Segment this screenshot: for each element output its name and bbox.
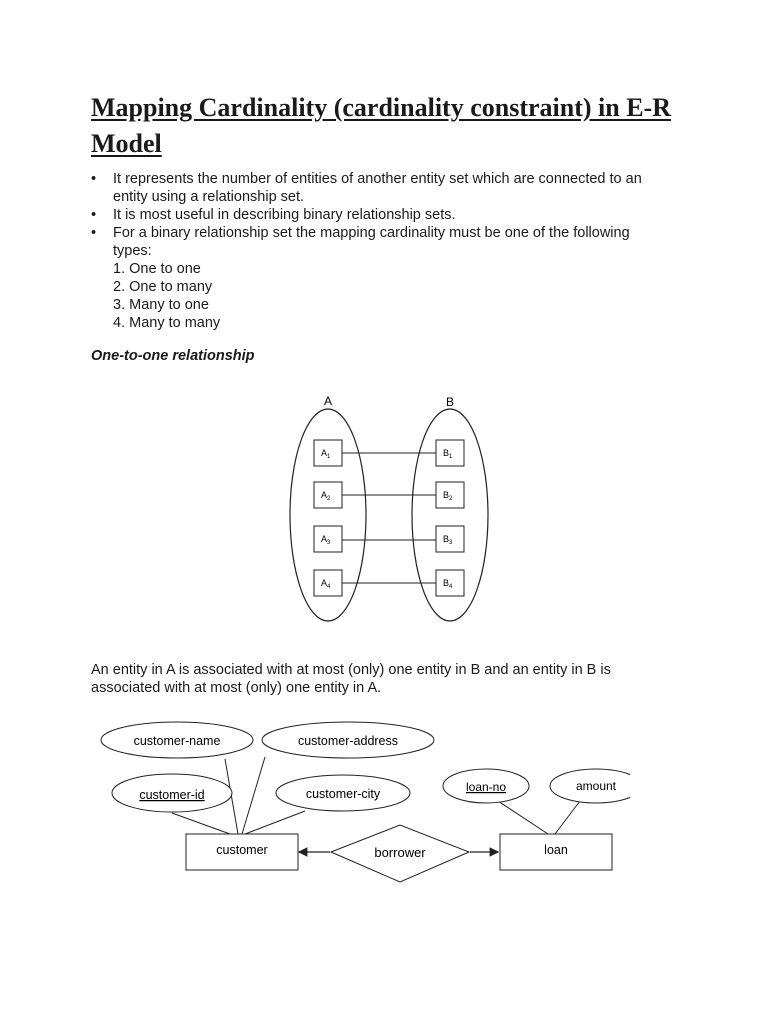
entity-b3 [436, 526, 464, 552]
entity-b4 [436, 570, 464, 596]
bullet-item [91, 224, 671, 332]
relationship-borrower [331, 825, 469, 882]
entity-a3 [314, 526, 342, 552]
entity-a4 [314, 570, 342, 596]
svg-text:A3: $A_3$ [321, 534, 331, 546]
cardinality-types-list [113, 260, 671, 332]
entity-a2 [314, 482, 342, 508]
bullet-item-text: For a binary relationship set the mapping cardinality must be one of the following types: [113, 225, 630, 259]
description-paragraph: An entity in A is associated with at most (only) one entity in B and an entity in B is associated with at most (only) one entity in A. [91, 662, 611, 696]
svg-text:B1: $B_1$ [443, 448, 453, 460]
entity-a1 [314, 440, 342, 466]
svg-text:amount: amount [575, 779, 617, 793]
entity-b2 [436, 482, 464, 508]
attribute-customer-city [276, 775, 410, 811]
svg-text:customer: customer [216, 843, 268, 857]
type-item: 3. Many to one [113, 297, 209, 313]
svg-text:B2: $B_2$ [443, 490, 453, 502]
bullet-list [91, 170, 671, 332]
bullet-item: • It represents the number of entities of another entity set which are connected to an entity using a relationship set. [91, 170, 671, 206]
er-diagram [90, 715, 630, 890]
svg-text:customer-id: customer-id [139, 788, 205, 802]
one-to-one-diagram [270, 385, 510, 625]
attribute-customer-address [262, 722, 434, 758]
connector-line [245, 811, 305, 834]
set-a-label: A [323, 394, 333, 408]
attribute-customer-name [101, 722, 253, 758]
svg-text:loan: loan [544, 843, 568, 857]
svg-text:A1: $A_1$ [321, 448, 331, 460]
connector-line [555, 801, 580, 834]
attribute-customer-id [112, 774, 232, 812]
svg-text:customer-address: customer-address [297, 734, 399, 748]
bullet-item: • It is most useful in describing binary relationship sets. [91, 206, 671, 224]
connector-line [172, 813, 230, 834]
svg-text:customer-name: customer-name [133, 734, 221, 748]
svg-text:loan-no: loan-no [465, 780, 507, 794]
svg-text:A4: $A_4$ [321, 578, 331, 590]
type-item: 2. One to many [113, 279, 213, 295]
svg-text:borrower: borrower [374, 845, 426, 860]
entity-customer [186, 834, 298, 870]
connector-line [242, 757, 265, 834]
type-item: 1. One to one [113, 261, 201, 277]
svg-text:A2: $A_2$ [321, 490, 331, 502]
section-heading: One-to-one relationship [91, 348, 255, 364]
svg-text:customer-city: customer-city [305, 787, 381, 801]
attribute-amount [550, 769, 630, 803]
mapping-lines [342, 453, 436, 583]
entity-b1 [436, 440, 464, 466]
svg-text:B4: $B_4$ [443, 578, 453, 590]
page-title: Mapping Cardinality (cardinality constraint) in E-R Model [91, 93, 671, 158]
type-item: 4. Many to many [113, 315, 221, 331]
svg-text:B3: $B_3$ [443, 534, 453, 546]
entity-loan [500, 834, 612, 870]
set-b-label: B [445, 395, 455, 409]
attribute-loan-no [443, 769, 529, 803]
connector-line [498, 801, 548, 834]
